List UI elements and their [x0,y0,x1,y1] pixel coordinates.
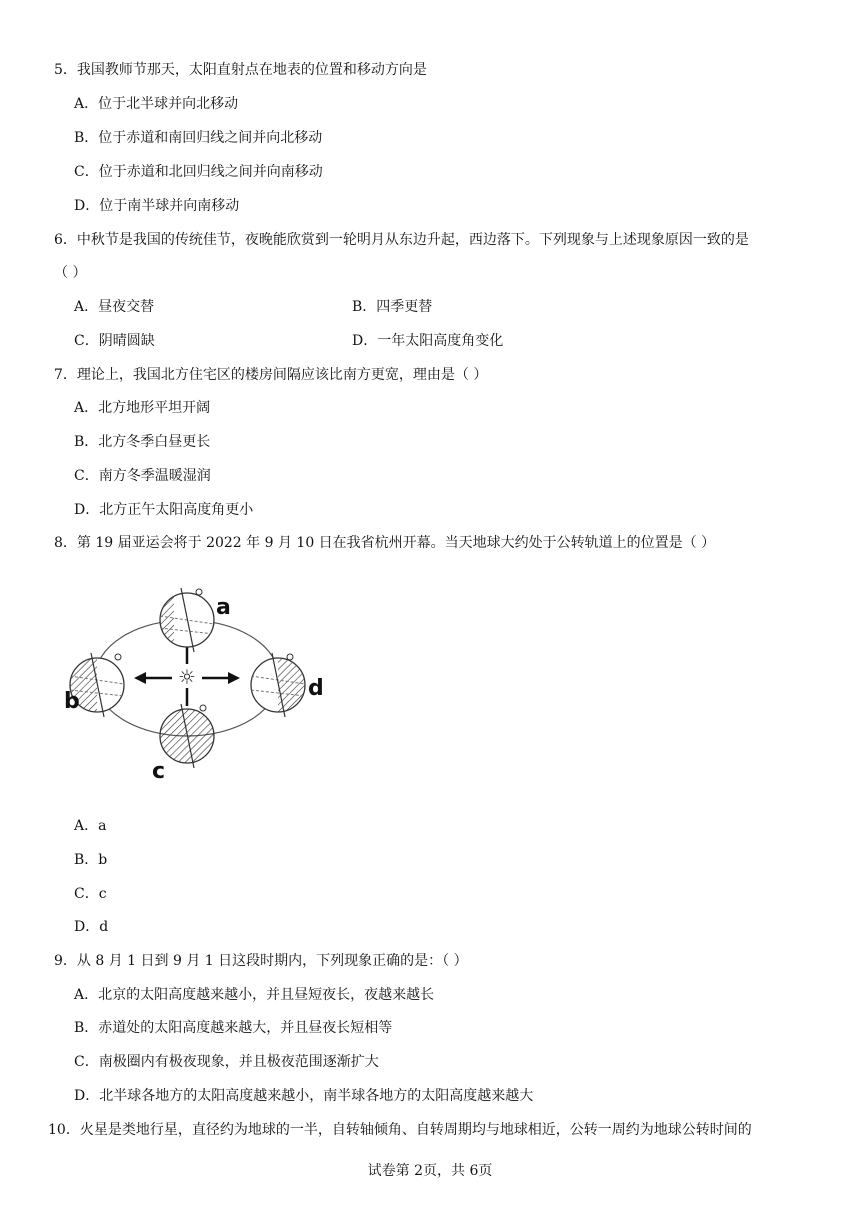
q9-option-d: D．北半球各地方的太阳高度越来越小，南半球各地方的太阳高度越来越大 [74,1088,534,1104]
arrow-to-d [202,672,240,684]
label-a: a [216,595,231,620]
q5-option-d: D．位于南半球并向南移动 [74,198,240,214]
q7-option-a: A．北方地形平坦开阔 [74,400,211,416]
earth-position-a [160,588,214,652]
q7-option-d: D．北方正午太阳高度角更小 [74,502,254,518]
q8-option-d: D．d [74,919,109,935]
q5-option-b: B．位于赤道和南回归线之间并向北移动 [74,130,323,146]
q8-stem: 8．第 19 届亚运会将于 2022 年 9 月 10 日在我省杭州开幕。当天地球大约处于公转轨道上的位置是（ ） [54,535,716,551]
page-footer: 试卷第 2页，共 6页 [367,1163,493,1179]
q8-option-b: B．b [74,852,108,868]
label-d: d [308,676,324,701]
q9-option-b: B．赤道处的太阳高度越来越大，并且昼夜长短相等 [74,1020,393,1036]
q5-option-a: A．位于北半球并向北移动 [74,96,239,112]
q6-stem-line1: 6．中秋节是我国的传统佳节，夜晚能欣赏到一轮明月从东边升起，西边落下。下列现象与上述现象原因一致的是 [54,232,749,248]
earth-orbit-diagram [56,580,346,785]
q7-option-c: C．南方冬季温暖湿润 [74,468,211,484]
q7-option-b: B．北方冬季白昼更长 [74,434,211,450]
q5-option-c: C．位于赤道和北回归线之间并向南移动 [74,164,323,180]
q6-stem-line2: （ ） [54,265,87,281]
sun-icon: ☼ [178,665,196,689]
q8-option-a: A．a [74,818,107,834]
q10-stem: 10．火星是类地行星，直径约为地球的一半，自转轴倾角、自转周期均与地球相近，公转一周约为地球公转时间的 [48,1122,752,1138]
q6-option-b: B．四季更替 [352,299,433,315]
earth-position-c [160,704,214,768]
q9-option-c: C．南极圈内有极夜现象，并且极夜范围逐渐扩大 [74,1054,379,1070]
arrow-to-b [134,672,172,684]
q6-option-a: A．昼夜交替 [74,299,155,315]
q6-option-c: C．阴晴圆缺 [74,333,155,349]
q8-option-c: C．c [74,886,107,902]
earth-position-d [251,653,305,717]
q7-stem: 7．理论上，我国北方住宅区的楼房间隔应该比南方更宽，理由是（ ） [54,367,488,383]
q6-option-d: D．一年太阳高度角变化 [352,333,504,349]
q9-option-a: A．北京的太阳高度越来越小，并且昼短夜长，夜越来越长 [74,987,435,1003]
label-c: c [152,759,166,784]
q5-stem: 5．我国教师节那天，太阳直射点在地表的位置和移动方向是 [54,62,427,78]
q9-stem: 9．从 8 月 1 日到 9 月 1 日这段时期内，下列现象正确的是：（ ） [54,953,468,969]
label-b: b [64,689,80,714]
